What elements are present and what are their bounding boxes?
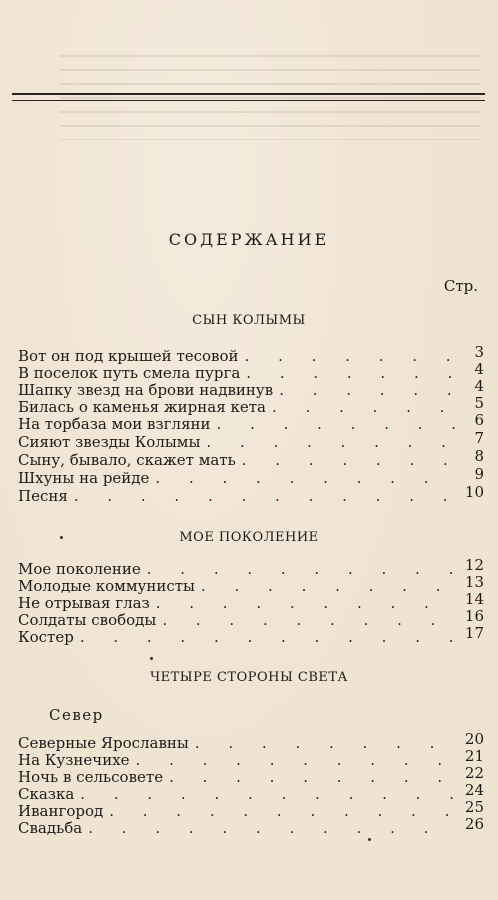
toc-entry (18, 815, 484, 837)
toc-entry (18, 411, 484, 433)
toc-entry-label: Северные Ярославны (18, 734, 189, 752)
page-title: СОДЕРЖАНИЕ (168, 230, 330, 249)
section-title-1: СЫН КОЛЫМЫ (192, 313, 306, 328)
toc-entry-page: 12 (464, 556, 484, 574)
toc-entry-page: 7 (474, 429, 484, 447)
section-title-2: МОЕ ПОКОЛЕНИЕ (179, 530, 319, 545)
toc-entry-page: 21 (464, 747, 484, 765)
toc-entry-label: Песня (18, 487, 68, 505)
toc-entry (18, 377, 484, 399)
dot-leader (206, 434, 456, 451)
toc-entry (18, 360, 484, 382)
toc-entry-page: 17 (464, 624, 484, 642)
dot-leader (80, 629, 456, 646)
toc-entry-page: 4 (474, 360, 484, 378)
toc-entry-label: Сияют звезды Колымы (18, 433, 201, 451)
toc-entry-label: Не отрывая глаз (18, 594, 150, 612)
dot-leader (169, 769, 456, 786)
toc-entry (18, 573, 484, 595)
toc-entry (18, 590, 484, 612)
toc-entry-label: Сыну, бывало, скажет мать (18, 451, 236, 469)
toc-entry-label: Мое поколение (18, 560, 141, 578)
ink-speck (150, 657, 153, 660)
toc-entry (18, 747, 484, 769)
dot-leader (109, 803, 456, 820)
toc-entry-label: Ночь в сельсовете (18, 768, 164, 786)
dot-leader (155, 470, 456, 487)
page-column-label: Стр. (443, 277, 478, 295)
dot-leader (147, 561, 456, 578)
dot-leader (246, 365, 456, 382)
dot-leader (245, 348, 456, 365)
toc-entry-label: Свадьба (18, 819, 83, 837)
toc-entry-page: 9 (474, 465, 484, 483)
dot-leader (272, 399, 456, 416)
header-rule-thin (12, 100, 485, 101)
toc-entry-page: 14 (464, 590, 484, 608)
dot-leader (279, 382, 456, 399)
dot-leader (195, 735, 456, 752)
toc-entry-page: 26 (464, 815, 484, 833)
dot-leader (162, 612, 456, 629)
toc-entry-label: Вот он под крышей тесовой (18, 347, 239, 365)
toc-entry-page: 5 (474, 394, 484, 412)
section-title-3: ЧЕТЫРЕ СТОРОНЫ СВЕТА (150, 670, 348, 685)
subsection-title: Север (49, 706, 104, 724)
toc-entry (18, 798, 484, 820)
dot-leader (217, 416, 456, 433)
toc-entry-label: Сказка (18, 785, 75, 803)
toc-entry-label: Шапку звезд на брови надвинув (18, 381, 274, 399)
toc-entry (18, 556, 484, 578)
dot-leader (80, 786, 456, 803)
toc-entry-label: Ивангород (18, 802, 104, 820)
toc-entry-label: Билась о каменья жирная кета (18, 398, 266, 416)
toc-entry (18, 607, 484, 629)
toc-entry-label: Молодые коммунисты (18, 577, 195, 595)
dot-leader (136, 752, 456, 769)
toc-entry (18, 781, 484, 803)
toc-entry (18, 624, 484, 646)
dot-leader (242, 452, 456, 469)
toc-entry-page: 16 (464, 607, 484, 625)
toc-entry-page: 22 (464, 764, 484, 782)
toc-entry-label: На торбаза мои взгляни (18, 415, 211, 433)
toc-entry-page: 24 (464, 781, 484, 799)
toc-entry-page: 6 (474, 411, 484, 429)
dot-leader (201, 578, 456, 595)
toc-entry-page: 10 (464, 483, 484, 501)
toc-entry-label: Шхуны на рейде (18, 469, 150, 487)
dot-leader (88, 820, 456, 837)
toc-entry-page: 13 (464, 573, 484, 591)
toc-entry-page: 20 (464, 730, 484, 748)
dot-leader (74, 488, 456, 505)
toc-entry (18, 730, 484, 752)
toc-entry (18, 465, 484, 487)
toc-entry (18, 343, 484, 365)
toc-entry-page: 4 (474, 377, 484, 395)
toc-entry-label: В поселок путь смела пурга (18, 364, 241, 382)
toc-entry-page: 8 (474, 447, 484, 465)
header-rule-thick (12, 93, 485, 95)
toc-entry (18, 429, 484, 451)
bleed-through-text (60, 55, 480, 140)
toc-entry (18, 483, 484, 505)
toc-entry-page: 3 (474, 343, 484, 361)
toc-entry (18, 394, 484, 416)
toc-entry (18, 764, 484, 786)
toc-entry (18, 447, 484, 469)
toc-entry-label: Солдаты свободы (18, 611, 157, 629)
toc-entry-label: Костер (18, 628, 74, 646)
toc-entry-page: 25 (464, 798, 484, 816)
toc-entry-label: На Кузнечихе (18, 751, 130, 769)
ink-speck (368, 838, 371, 841)
dot-leader (156, 595, 456, 612)
